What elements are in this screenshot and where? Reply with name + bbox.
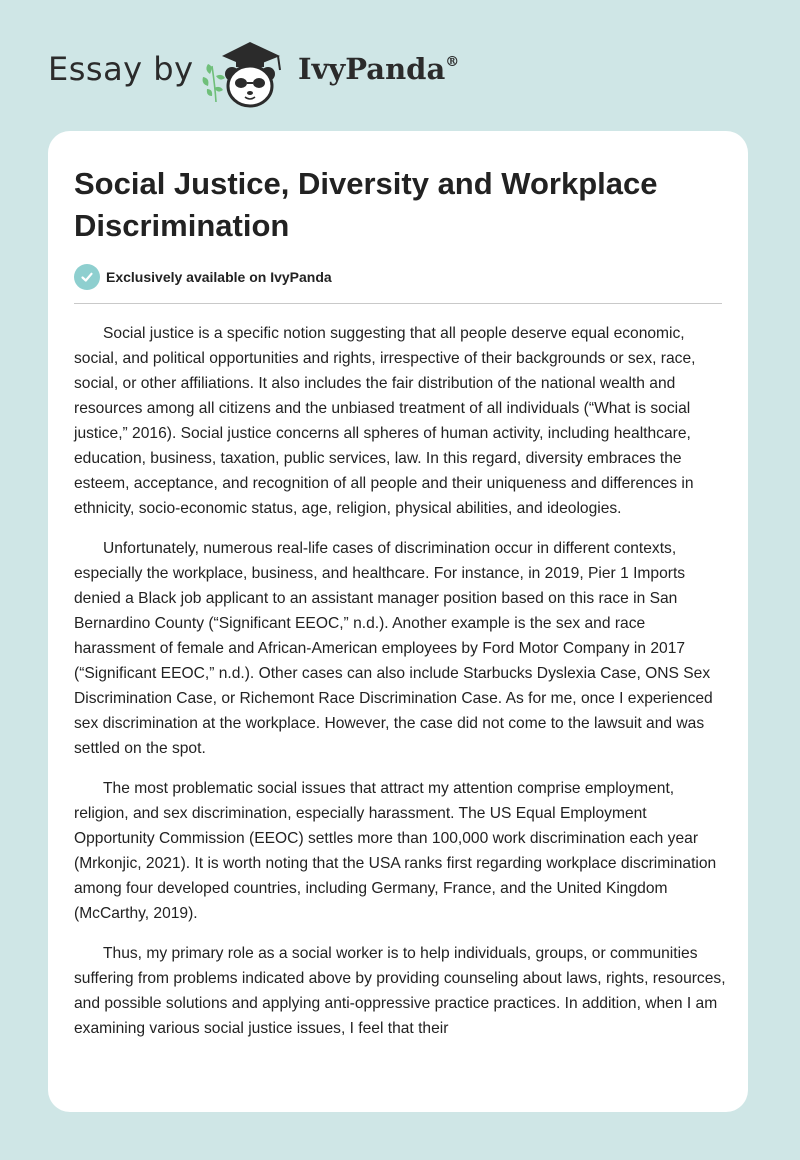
brand-name[interactable] <box>298 52 459 86</box>
paragraph: Thus, my primary role as a social worker is to help individuals, groups, or communities suffering from problems indicated above by providing counseling about laws, rights, resources, and possible solutions and applying anti-oppressive practice practices. In addition, when I am examining various social justice issues, I feel that their <box>74 945 726 1037</box>
essay-card <box>48 131 748 1112</box>
paragraph: Social justice is a specific notion suggesting that all people deserve equal economic, social, and political opportunities and rights, irrespective of their backgrounds or sex, race, social, or other affiliations. It also includes the fair distribution of the national wealth and resources among all citizens and the unbiased treatment of all individuals (“What is social justice,” 2016). Social justice concerns all spheres of human activity, including healthcare, education, business, taxation, public services, law. In this regard, diversity embraces the esteem, acceptance, and recognition of all people and their uniqueness and differences in ethnicity, socio-economic status, age, religion, physical abilities, and ideologies. <box>74 325 696 517</box>
essay-body <box>74 321 726 1056</box>
paragraph: Unfortunately, numerous real-life cases of discrimination occur in different contexts, especially the workplace, business, and healthcare. For instance, in 2019, Pier 1 Imports denied a Black job applicant to an assistant manager position based on this race in San Bernardino County (“Significant EEOC,” n.d.). Another example is the sex and race harassment of female and African-American employees by Ford Motor Company in 2017 (“Significant EEOC,” n.d.). Other cases can also include Starbucks Dyslexia Case, ONS Sex Discrimination Case, or Richemont Race Discrimination Case. As for me, once I experienced sex discrimination at the workplace. However, the case did not come to the lawsuit and was settled on the spot. <box>74 540 713 757</box>
paragraph: The most problematic social issues that attract my attention comprise employment, religion, and sex discrimination, especially harassment. The US Equal Employment Opportunity Commission (EEOC) settles more than 100,000 work discrimination each year (Mrkonjic, 2021). It is worth noting that the USA ranks first regarding workplace discrimination among four developed countries, including Germany, France, and the United Kingdom (McCarthy, 2019). <box>74 780 717 922</box>
essay-by-label: Essay by <box>48 50 194 88</box>
brand-name-text: IvyPanda <box>298 52 446 86</box>
site-header <box>0 0 800 130</box>
panda-graduate-logo-icon[interactable] <box>200 36 292 110</box>
exclusive-badge-text: Exclusively available on IvyPanda <box>106 269 332 285</box>
exclusive-badge <box>74 263 332 291</box>
check-icon <box>74 264 100 290</box>
page-title: Social Justice, Diversity and Workplace Discrimination <box>74 166 658 243</box>
divider <box>74 303 722 304</box>
registered-mark: ® <box>445 54 460 70</box>
